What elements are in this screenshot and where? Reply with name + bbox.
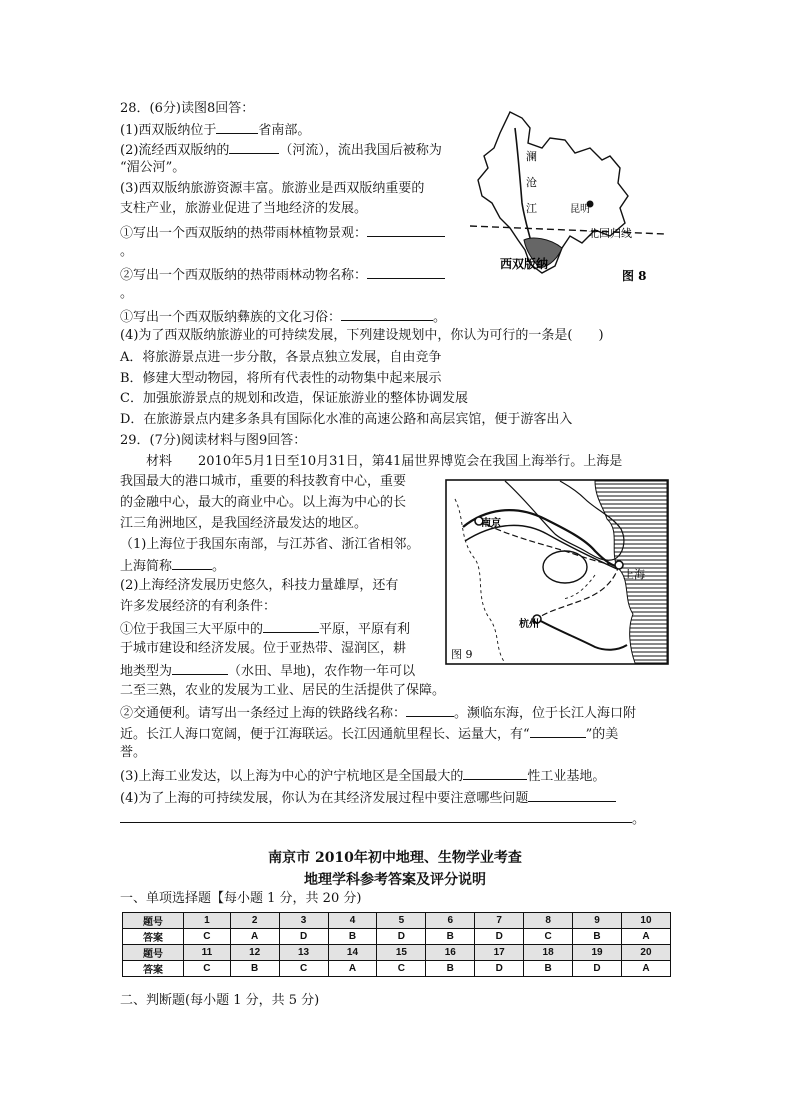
q29-part3-blank[interactable]	[463, 767, 527, 780]
q28-part4: (4)为了西双版纳旅游业的可持续发展，下列建设规划中，你认为可行的一条是( )	[120, 328, 604, 343]
q29-sub1	[120, 620, 410, 638]
q28-sub1	[120, 224, 445, 242]
table-cell: B	[328, 929, 377, 945]
table-cell: 8	[524, 913, 573, 929]
table-cell: 5	[377, 913, 426, 929]
q29-sub2-b-post: ”的美	[585, 727, 619, 742]
q28-part3-line1: (3)西双版纳旅游资源丰富。旅游业是西双版纳重要的	[120, 181, 425, 196]
q28-part2-pre: (2)流经西双版纳的	[120, 143, 230, 158]
q28-part2	[120, 141, 442, 159]
q29-part1: （1)上海位于我国东南部，与江苏省、浙江省相邻。	[120, 537, 420, 552]
q29-sub1-c	[120, 662, 415, 680]
q29-part1-b	[120, 557, 225, 575]
q29-part4-cont	[120, 810, 645, 828]
q29-part4-blank-2[interactable]	[120, 810, 632, 823]
q29-sub1-c-blank[interactable]	[172, 662, 228, 675]
row-label-ans: 答案	[123, 929, 184, 945]
table-cell: 18	[524, 945, 573, 961]
q28-sub1-text: ①写出一个西双版纳的热带雨林植物景观：	[120, 226, 368, 241]
q28-sub3	[120, 308, 446, 326]
q29-part4-end: 。	[632, 812, 646, 827]
q28-part2-blank[interactable]	[229, 141, 279, 154]
q29-sub2-blank[interactable]	[406, 704, 454, 717]
q29-sub1-post: 平原，平原有利	[319, 622, 411, 637]
city-label-nanjing: 南京	[481, 518, 501, 529]
table-cell: 14	[328, 945, 377, 961]
figure-9-label: 图 9	[451, 648, 473, 661]
q28-option-a[interactable]: A．将旅游景点进一步分散，各景点独立发展，自由竞争	[120, 350, 442, 365]
q29-sub1-c-post: （水田、旱地)，农作物一年可以	[228, 664, 416, 679]
table-cell: 1	[184, 913, 231, 929]
q29-sub2-c: 誉。	[120, 745, 147, 760]
table-cell: 12	[230, 945, 279, 961]
city-label-hangzhou: 杭州	[519, 619, 539, 630]
q28-part1-blank[interactable]	[216, 121, 258, 134]
table-cell: 9	[573, 913, 622, 929]
q28-sub1-blank[interactable]	[367, 224, 445, 237]
table-cell: C	[184, 961, 231, 977]
table-row-num2	[123, 945, 671, 961]
q29-sub1-b: 于城市建设和经济发展。位于亚热带、湿润区，耕	[120, 641, 407, 656]
q28-sub2-end: 。	[120, 286, 134, 301]
q28-sub2-blank[interactable]	[367, 266, 445, 279]
q29-sub2-b-blank[interactable]	[530, 725, 586, 738]
q28-sub2-text: ②写出一个西双版纳的热带雨林动物名称：	[120, 268, 368, 283]
shanghai-dot	[615, 561, 623, 569]
table-cell: D	[279, 929, 328, 945]
answer-table	[122, 912, 671, 977]
table-cell: B	[524, 961, 573, 977]
q28-part1-post: 省南部。	[258, 123, 311, 138]
table-cell: B	[426, 929, 475, 945]
q29-sub2-b-text: 近。长江人海口宽阔，便于江海联运。长江因通航里程长、运量大，有“	[120, 727, 530, 742]
q29-part1-b-text: 上海简称	[120, 559, 173, 574]
river-char-1: 澜	[526, 150, 537, 163]
city-label-shanghai: 上海	[623, 568, 645, 581]
q28-stem: 28．(6分)读图8回答：	[120, 101, 255, 116]
q29-material-line3: 的金融中心，最大的商业中心。以上海为中心的长	[120, 495, 407, 510]
q29-material-line4: 江三角洲地区，是我国经济最发达的地区。	[120, 516, 368, 531]
q28-part1	[120, 121, 310, 139]
q28-part3-line2: 支柱产业，旅游业促进了当地经济的发展。	[120, 201, 368, 216]
table-cell: C	[279, 961, 328, 977]
table-cell: 11	[184, 945, 231, 961]
q28-sub3-text: ①写出一个西双版纳彝族的文化习俗：	[120, 310, 342, 325]
table-cell: A	[621, 929, 670, 945]
table-cell: 3	[279, 913, 328, 929]
q28-sub3-blank[interactable]	[341, 308, 433, 321]
table-cell: 15	[377, 945, 426, 961]
table-cell: D	[377, 929, 426, 945]
q29-sub2	[120, 704, 636, 722]
q28-part2-cont: “湄公河”。	[120, 160, 186, 175]
table-cell: 7	[475, 913, 524, 929]
region-label: 西双版纳	[500, 257, 549, 271]
table-cell: 2	[230, 913, 279, 929]
q29-part2-b: 许多发展经济的有利条件：	[120, 599, 277, 614]
table-row-num1	[123, 913, 671, 929]
q28-option-b[interactable]: B．修建大型动物园，将所有代表性的动物集中起来展示	[120, 371, 442, 386]
q29-part3	[120, 767, 605, 785]
table-cell: C	[184, 929, 231, 945]
city-label-kunming: 昆明	[570, 204, 590, 215]
q29-sub2-b	[120, 725, 618, 743]
q28-option-d[interactable]: D．在旅游景点内建多条具有国际化水准的高速公路和高层宾馆，便于游客出入	[120, 412, 573, 427]
q28-sub3-end: 。	[433, 310, 447, 325]
figure-8-map	[470, 108, 665, 290]
table-cell: 4	[328, 913, 377, 929]
table-cell: C	[524, 929, 573, 945]
table-row-ans1	[123, 929, 671, 945]
q29-part4-blank-1[interactable]	[528, 789, 616, 802]
q29-sub1-pre: ①位于我国三大平原中的	[120, 622, 264, 637]
q29-stem: 29．(7分)阅读材料与图9回答：	[120, 433, 307, 448]
q29-part2: (2)上海经济发展历史悠久，科技力量雄厚，还有	[120, 578, 399, 593]
table-cell: 10	[621, 913, 670, 929]
table-cell: 17	[475, 945, 524, 961]
q29-part1-blank[interactable]	[172, 557, 212, 570]
table-cell: B	[573, 929, 622, 945]
q28-sub2	[120, 266, 445, 284]
table-cell: B	[230, 961, 279, 977]
table-cell: C	[377, 961, 426, 977]
table-cell: D	[475, 961, 524, 977]
q29-part1-b-end: 。	[212, 559, 226, 574]
q29-part3-pre: (3)上海工业发达，以上海为中心的沪宁杭地区是全国最大的	[120, 769, 464, 784]
table-cell: A	[230, 929, 279, 945]
figure-8-label: 图 8	[622, 269, 647, 283]
row-label-num: 题号	[123, 945, 184, 961]
q29-sub1-blank[interactable]	[263, 620, 319, 633]
answers-section-1: 一、单项选择题【每小题 1 分，共 20 分)	[120, 891, 362, 906]
row-label-num: 题号	[123, 913, 184, 929]
answers-section-2: 二、判断题(每小题 1 分，共 5 分)	[120, 993, 320, 1008]
figure-9-map	[445, 479, 669, 665]
tropic-label: 北回归线	[588, 227, 632, 240]
q29-sub2-post: 。濒临东海，位于长江人海口附	[454, 706, 637, 721]
q28-sub1-end: 。	[120, 244, 134, 259]
table-cell: 16	[426, 945, 475, 961]
river-char-3: 江	[526, 202, 537, 215]
table-cell: 19	[573, 945, 622, 961]
q29-material-line1: 材料 2010年5月1日至10月31日，第41届世界博览会在我国上海举行。上海是	[146, 454, 623, 469]
q28-option-c[interactable]: C．加强旅游景点的规划和改造，保证旅游业的整体协调发展	[120, 391, 468, 406]
q28-part1-pre: (1)西双版纳位于	[120, 123, 217, 138]
table-row-ans2	[123, 961, 671, 977]
answers-title-1: 南京市 2010年初中地理、生物学业考查	[268, 850, 522, 866]
table-cell: D	[573, 961, 622, 977]
table-cell: D	[475, 929, 524, 945]
table-cell: 6	[426, 913, 475, 929]
answers-title-2: 地理学科参考答案及评分说明	[304, 872, 486, 888]
q29-sub1-c-pre: 地类型为	[120, 664, 173, 679]
q29-part4	[120, 789, 616, 807]
river-char-2: 沧	[526, 176, 537, 189]
q29-material-line2: 我国最大的港口城市，重要的科技教育中心，重要	[120, 474, 407, 489]
table-cell: 13	[279, 945, 328, 961]
q29-sub2-pre: ②交通便利。请写出一条经过上海的铁路线名称：	[120, 706, 407, 721]
table-cell: B	[426, 961, 475, 977]
row-label-ans: 答案	[123, 961, 184, 977]
table-cell: A	[621, 961, 670, 977]
q29-sub1-d: 二至三熟，农业的发展为工业、居民的生活提供了保障。	[120, 683, 446, 698]
q28-part2-post: （河流），流出我国后被称为	[279, 143, 442, 158]
q29-part3-post: 性工业基地。	[527, 769, 606, 784]
q29-part4-text: (4)为了上海的可持续发展，你认为在其经济发展过程中要注意哪些问题	[120, 791, 529, 806]
tropic-line	[470, 226, 665, 234]
table-cell: A	[328, 961, 377, 977]
table-cell: 20	[621, 945, 670, 961]
